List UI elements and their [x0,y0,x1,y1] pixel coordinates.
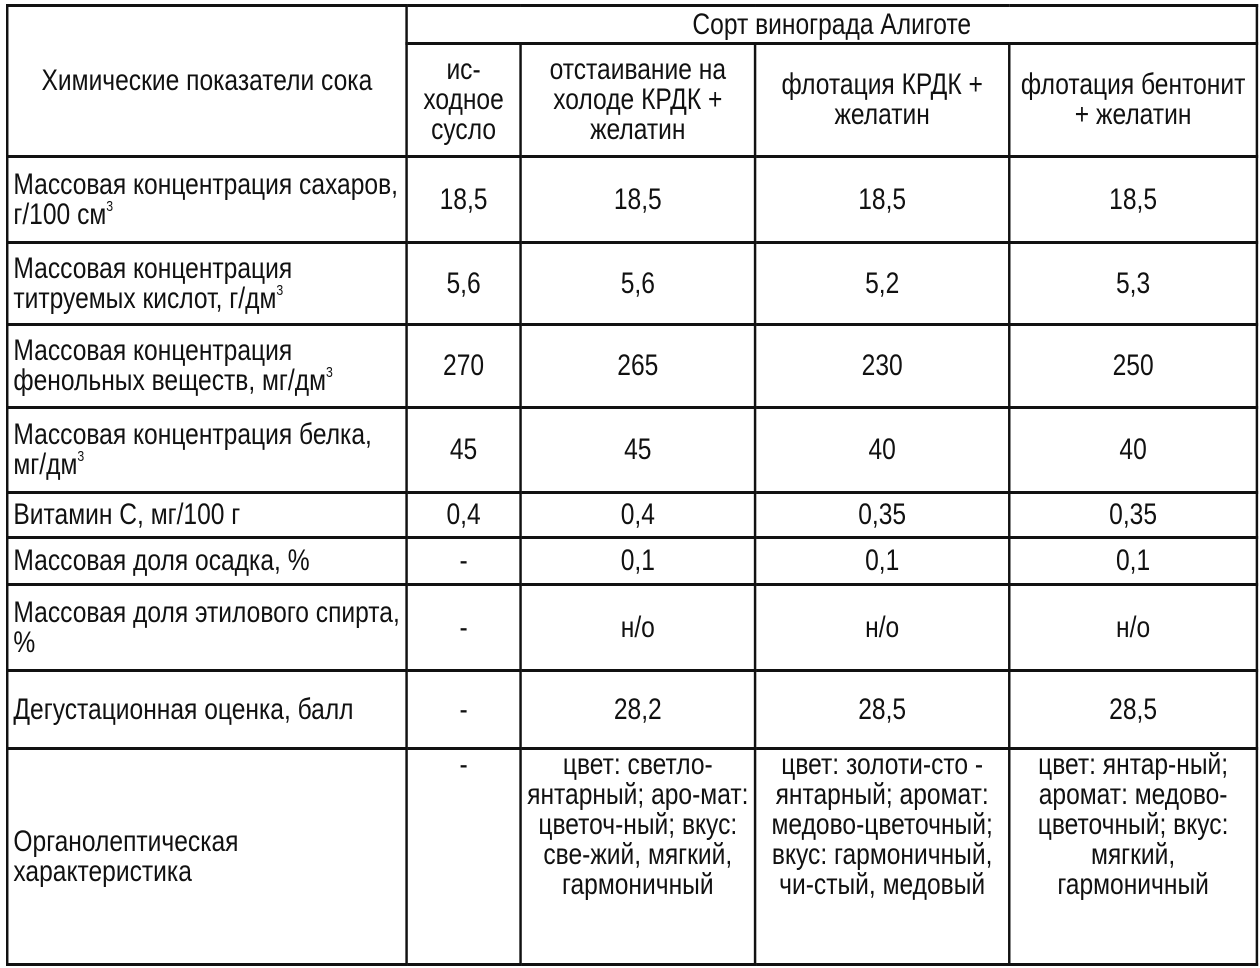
table-row [7,749,1257,965]
cell-value: 0,1 [755,538,1009,585]
header-parameter-label: Химические показатели сока [41,64,373,97]
cell-value: цвет: янтар-ный; аромат: медово-цветочный; вкус: мягкий, гармоничный [1009,749,1257,965]
header-column-3: флотация КРДК + желатин [755,44,1009,157]
cell-value: 5,6 [407,243,521,325]
cell-value: 270 [407,325,521,408]
cell-value: н/о [1009,585,1257,671]
cell-value: 0,35 [755,493,1009,538]
cell-value: 250 [1009,325,1257,408]
cell-value: 5,3 [1009,243,1257,325]
cell-value: 28,5 [755,671,1009,749]
cell-value: цвет: светло-янтарный; аро-мат: цветоч-ный; вкус: све-жий, мягкий, гармоничный [521,749,756,965]
cell-value: 0,35 [1009,493,1257,538]
table-row [7,538,1257,585]
row-parameter: Дегустационная оценка, балл [7,671,406,749]
cell-value: 28,2 [521,671,756,749]
cell-value: 18,5 [755,157,1009,243]
juice-indicators-table [6,4,1258,966]
superscript: 3 [276,281,284,299]
cell-value: 28,5 [1009,671,1257,749]
cell-value: н/о [521,585,756,671]
cell-value: 40 [755,408,1009,493]
cell-value: 0,1 [1009,538,1257,585]
row-parameter: Массовая доля этилового спирта, % [7,585,406,671]
superscript: 3 [326,364,333,381]
cell-value: цвет: золоти-сто - янтарный; аромат: медово-цветочный; вкус: гармоничный, чи-стый, медовый [755,749,1009,965]
table-row [7,408,1257,493]
header-parameter-cell [7,6,406,157]
cell-value: - [407,538,521,585]
row-parameter: Витамин С, мг/100 г [7,493,406,538]
table-row [7,325,1257,408]
row-parameter: Массовая концентрация титруемых кислот, $г/дм^3$ [7,243,406,325]
header-group-label: Сорт винограда Алиготе [692,7,972,41]
header-column-1: ис-ходное сусло [407,44,521,157]
row-parameter: Массовая концентрация белка, $мг/дм^3$ [7,408,406,493]
cell-value: 230 [755,325,1009,408]
cell-value: 265 [521,325,756,408]
cell-value: 18,5 [1009,157,1257,243]
header-column-4: флотация бентонит + желатин [1009,44,1257,157]
cell-value: - [407,671,521,749]
table-row [7,671,1257,749]
cell-value: - [407,585,521,671]
cell-value: 45 [407,408,521,493]
table-row [7,493,1257,538]
row-parameter: Органолептическая характеристика [7,749,406,965]
cell-value: 18,5 [521,157,756,243]
cell-value: 0,4 [521,493,756,538]
row-parameter: Массовая концентрация сахаров, г/100 $см^3$ [7,157,406,243]
row-parameter: Массовая доля осадка, % [7,538,406,585]
cell-value: н/о [755,585,1009,671]
superscript: 3 [77,448,85,465]
cell-value: 5,6 [521,243,756,325]
table-row [7,157,1257,243]
row-parameter: Массовая концентрация фенольных веществ, $мг/дм^3$ [7,325,406,408]
table-row [7,243,1257,325]
header-group-cell [407,6,1257,44]
cell-value: - [407,749,521,965]
cell-value: 40 [1009,408,1257,493]
header-column-2: отстаивание на холоде КРДК + желатин [521,44,756,157]
cell-value: 18,5 [407,157,521,243]
cell-value: 0,4 [407,493,521,538]
superscript: 3 [106,197,114,215]
table-row [7,585,1257,671]
cell-value: 45 [521,408,756,493]
cell-value: 5,2 [755,243,1009,325]
cell-value: 0,1 [521,538,756,585]
